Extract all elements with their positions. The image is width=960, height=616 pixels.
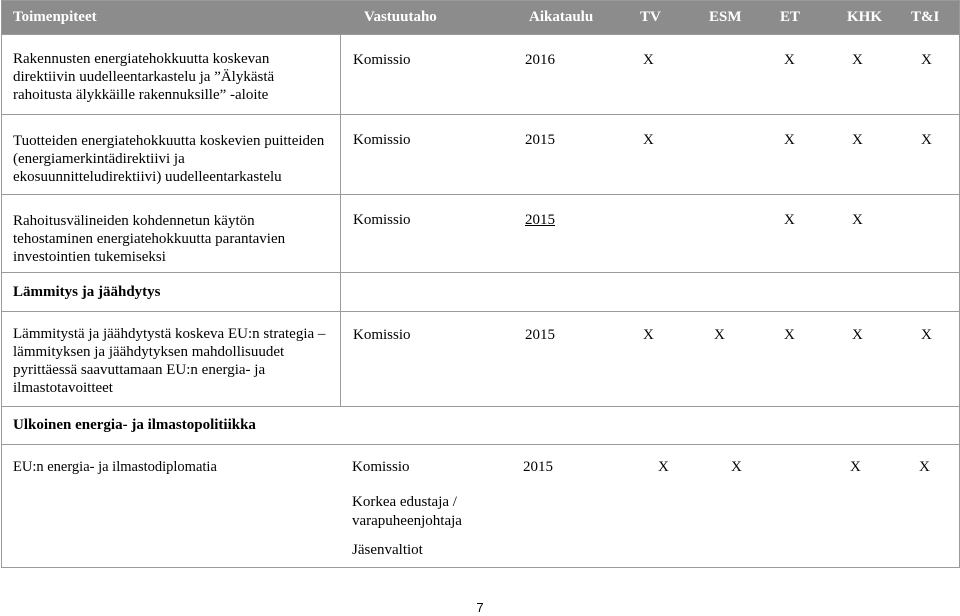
action-cell: Lämmitystä ja jäähdytystä koskeva EU:n strategia – lämmityksen ja jäähdytyksen mahdollisuudet pyrittäessä saavuttamaan EU:n energia- ja ilmastotavoitteet [2,312,341,407]
mark-khk: X [852,132,863,148]
details-cell [341,195,960,273]
action-cell: Rakennusten energiatehokkuutta koskevan direktiivin uudelleentarkastelu ja ”Älykästä rahoitusta älykkäille rakennuksille” -aloite [2,35,341,115]
table-header-row [2,1,960,35]
details-cell [341,312,960,407]
table-row [2,312,960,407]
mark-ti: X [919,459,930,475]
schedule: 2015 [523,459,553,475]
responsible: Komissio [353,132,411,148]
table-row [2,115,960,195]
mark-et: X [784,212,795,228]
section-row [2,273,960,312]
page-number: 7 [476,600,484,615]
mark-et: X [784,327,795,343]
mark-tv: X [643,52,654,68]
section-heading: Lämmitys ja jäähdytys [2,273,341,312]
schedule: 2015 [525,132,555,148]
mark-esm: X [714,327,725,343]
mark-et: X [784,52,795,68]
mark-tv: X [643,132,654,148]
mark-esm: X [731,459,742,475]
action-cell: Rahoitusvälineiden kohdennetun käytön tehostaminen energiatehokkuutta parantavien investointien tukemiseksi [2,195,341,273]
schedule: 2016 [525,52,555,68]
details-cell [341,35,960,115]
header-tv: TV [640,9,661,25]
mark-tv: X [658,459,669,475]
section-empty-cell [341,273,960,312]
mark-ti: X [921,132,932,148]
action-cell: Tuotteiden energiatehokkuutta koskevien puitteiden (energiamerkintädirektiivi ja ekosuunnitteludirektiivi) uudelleentarkastelu [2,115,341,195]
schedule: 2015 [525,327,555,343]
table-row [2,35,960,115]
header-khk: KHK [847,9,883,25]
section-heading: Ulkoinen energia- ja ilmastopolitiikka [2,407,960,445]
schedule: 2015 [525,212,555,228]
responsible: Komissio [353,52,411,68]
actions-table [1,0,960,568]
responsible: Komissio [353,327,411,343]
details-cell [341,115,960,195]
table-row [2,445,960,568]
header-cell [2,1,960,35]
responsible-1: Komissio [352,459,410,475]
mark-khk: X [850,459,861,475]
mark-et: X [784,132,795,148]
mark-tv: X [643,327,654,343]
mark-khk: X [852,52,863,68]
header-responsible: Vastuutaho [364,9,437,25]
header-ti: T&I [911,9,940,25]
header-schedule: Aikataulu [529,9,594,25]
responsible-3: Jäsenvaltiot [352,542,423,558]
mark-ti: X [921,327,932,343]
responsible-2: Korkea edustaja / varapuheenjohtaja [352,494,462,529]
responsible: Komissio [353,212,411,228]
header-et: ET [780,9,801,25]
mark-ti: X [921,52,932,68]
header-esm: ESM [709,9,742,25]
table-row [2,195,960,273]
mark-khk: X [852,212,863,228]
section-row [2,407,960,445]
mark-khk: X [852,327,863,343]
action-text: EU:n energia- ja ilmastodiplomatia [13,459,217,475]
header-action: Toimenpiteet [13,9,97,25]
diplomacy-cell [2,445,960,568]
